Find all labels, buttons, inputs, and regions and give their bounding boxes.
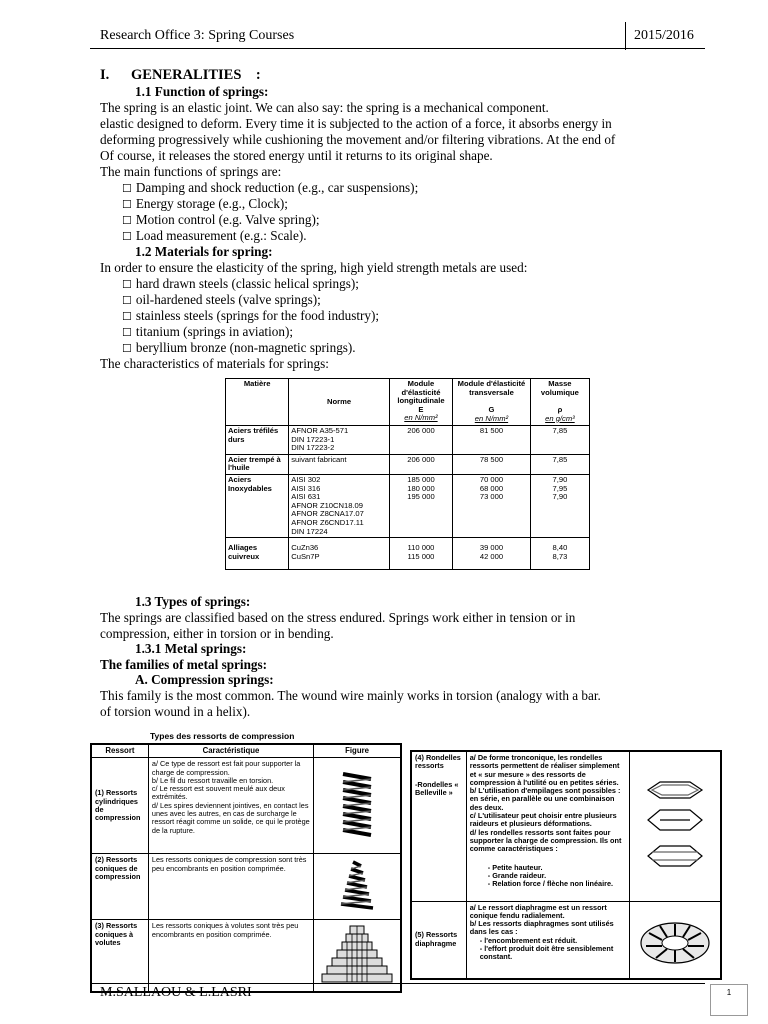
materials-row — [226, 426, 590, 455]
header-g-symbol: G — [488, 405, 495, 415]
characteristic-item: d/ Les spires deviennent jointives, en contact les unes avec les autres, en cas de surcharge le ressort réagit comme un solide, ce qui le protège de la rupture. — [151, 800, 310, 835]
page-number: 1 — [710, 984, 748, 1016]
spring-types-table-left — [90, 743, 402, 993]
spring-header-row — [91, 744, 401, 758]
paragraph-line: of torsion wound in a helix). — [100, 704, 251, 719]
header-separator — [625, 22, 626, 50]
spring-row — [411, 751, 721, 901]
paragraph-line: deforming progressively while cushioning the movement and/or filtering vibrations. At the end of — [100, 132, 616, 147]
header-norme: Norme — [289, 379, 390, 426]
paragraph-line: Of course, it releases the stored energy until it returns to its original shape. — [100, 148, 493, 163]
header-e-symbol: E — [418, 404, 424, 414]
cell-norme: suivant fabricant — [289, 454, 390, 474]
paragraph-line: This family is the most common. The wound wire mainly works in torsion (analogy with a bar. — [100, 688, 601, 703]
characteristic-sub: - Grande raideur. — [487, 870, 547, 880]
spring-name-line: (4) Rondelles ressorts — [415, 753, 461, 771]
header-caracteristique: Caractéristique — [148, 744, 313, 758]
material-item: ☐ oil-hardened steels (valve springs); — [122, 292, 321, 309]
header-title: Research Office 3: Spring Courses — [100, 28, 295, 43]
header-rho-title: Masse volumique — [540, 379, 579, 397]
material-item: ☐ titanium (springs in aviation); — [122, 324, 293, 341]
characteristic-sub: - l'effort produit doit être sensiblement constant. — [479, 943, 614, 962]
paragraph-line: The springs are classified based on the stress endured. Springs work either in tension or in — [100, 610, 576, 625]
header-figure: Figure — [314, 744, 401, 758]
spring-name: (1) Ressorts cylindriques de compression — [91, 758, 148, 854]
header-rho-unit: en g/cm³ — [545, 413, 575, 423]
spring-characteristics — [148, 854, 313, 920]
section-a-title: A. Compression springs: — [135, 672, 274, 687]
cell-rho: 7,90 7,95 7,90 — [530, 474, 589, 537]
characteristic-sub: - l'encombrement est réduit. — [479, 935, 578, 945]
spring-name: (5) Ressorts diaphragme — [411, 901, 466, 979]
header-ressort: Ressort — [91, 744, 148, 758]
cell-e: 206 000 — [389, 454, 452, 474]
section-1-3-title: 1.3 Types of springs: — [135, 594, 251, 609]
material-item: ☐ hard drawn steels (classic helical springs); — [122, 276, 359, 293]
material-item: ☐ beryllium bronze (non-magnetic springs). — [122, 340, 356, 357]
paragraph-line: compression, either in torsion or in bending. — [100, 626, 334, 641]
cell-g: 81 500 — [453, 426, 531, 455]
cell-e: 206 000 — [389, 426, 452, 455]
section-1-2-title: 1.2 Materials for spring: — [135, 244, 273, 259]
diaphragm-spring-icon — [638, 911, 712, 967]
figure-cell — [314, 758, 401, 854]
cell-e: 110 000 115 000 — [389, 538, 452, 570]
spring-row — [91, 758, 401, 854]
header-rule — [90, 48, 705, 49]
header-matiere: Matière — [226, 379, 289, 426]
spring-name: (2) Ressorts coniques de compression — [91, 854, 148, 920]
characteristic-sub: - Relation force / flèche non linéaire. — [487, 879, 614, 889]
characteristic-item: c/ L'utilisateur peut choisir entre plusieurs raideurs et plusieurs déformations. — [469, 811, 617, 829]
characteristic-item: a/ De forme tronconique, les rondelles ressorts permettent de réaliser simplement et « sur mesure » des ressorts de compression à l'utilité ou en petites séries. — [469, 753, 620, 787]
characteristic-item: Les ressorts coniques à volutes sont très peu encombrants en position comprimée. — [151, 921, 299, 939]
cell-matiere: Aciers Inoxydables — [226, 474, 289, 537]
header-rho-symbol: ρ — [557, 405, 563, 415]
header-g-unit: en N/mm² — [474, 413, 509, 423]
spring-row — [91, 920, 401, 992]
cell-matiere: Alliages cuivreux — [226, 538, 289, 570]
spring-characteristics — [148, 758, 313, 854]
characteristic-item: b/ Le fil du ressort travaille en torsion. — [151, 775, 274, 785]
spring-types-table-right — [410, 750, 722, 980]
characteristic-item: b/ Les ressorts diaphragmes sont utilisés dans les cas : — [469, 919, 614, 937]
spring-name — [411, 751, 466, 901]
materials-header-row — [226, 379, 590, 426]
volute-spring-icon — [320, 922, 394, 986]
material-item: ☐ stainless steels (springs for the food industry); — [122, 308, 379, 325]
section-1-title: I. GENERALITIES : — [100, 67, 261, 83]
characteristics-intro: The characteristics of materials for springs: — [100, 356, 329, 371]
spring-characteristics — [466, 901, 630, 979]
function-item: ☐ Damping and shock reduction (e.g., car suspensions); — [122, 180, 418, 197]
function-item: ☐ Energy storage (e.g., Clock); — [122, 196, 288, 213]
characteristic-sub: - Petite hauteur. — [487, 862, 543, 872]
materials-table — [225, 378, 590, 570]
function-item: ☐ Load measurement (e.g.: Scale). — [122, 228, 307, 245]
cell-rho: 7,85 — [530, 454, 589, 474]
cell-rho: 8,40 8,73 — [530, 538, 589, 570]
header-year: 2015/2016 — [634, 28, 694, 43]
spring-row — [91, 854, 401, 920]
cell-g: 39 000 42 000 — [453, 538, 531, 570]
paragraph-line: The spring is an elastic joint. We can also say: the spring is a mechanical component. — [100, 100, 549, 115]
header-g-title: Module d'élasticité transversale — [457, 379, 526, 397]
belleville-washer-icon — [644, 780, 706, 870]
cell-norme: AFNOR A35-571 DIN 17223-1 DIN 17223-2 — [289, 426, 390, 455]
cell-matiere: Aciers tréfilés durs — [226, 426, 289, 455]
materials-row — [226, 454, 590, 474]
characteristic-item: Les ressorts coniques de compression sont très peu encombrants en position comprimée. — [151, 855, 307, 873]
figure-cell — [314, 854, 401, 920]
cell-g: 70 000 68 000 73 000 — [453, 474, 531, 537]
families-title: The families of metal springs: — [100, 657, 268, 672]
cell-norme: CuZn36 CuSn7P — [289, 538, 390, 570]
spring-characteristics — [148, 920, 313, 992]
spring-name: (3) Ressorts coniques à volutes — [91, 920, 148, 992]
characteristic-item: a/ Ce type de ressort est fait pour supporter la charge de compression. — [151, 759, 301, 777]
characteristic-item: a/ Le ressort diaphragme est un ressort conique fendu radialement. — [469, 902, 607, 920]
paragraph-line: elastic designed to deform. Every time it is subjected to the action of a force, it absorbs energy in — [100, 116, 612, 131]
function-item: ☐ Motion control (e.g. Valve spring); — [122, 212, 320, 229]
characteristic-item: c/ Le ressort est souvent meulé aux deux extrémités. — [151, 784, 285, 802]
materials-intro: In order to ensure the elasticity of the spring, high yield strength metals are used: — [100, 260, 528, 275]
spring-name-line: -Rondelles « Belleville » — [415, 779, 459, 797]
footer-authors: M.SALLAOU & L.LASRI — [100, 985, 252, 1000]
header-e-unit: en N/mm² — [404, 413, 438, 423]
header-e — [389, 379, 452, 426]
spring-types-title: Types des ressorts de compression — [150, 731, 295, 741]
cylindrical-spring-icon — [337, 770, 377, 840]
characteristic-item: d/ les rondelles ressorts sont faites pour supporter la charge de compression. Ils ont comme caractéristiques : — [469, 827, 622, 854]
figure-cell — [314, 920, 401, 992]
conical-spring-icon — [337, 858, 377, 914]
figure-cell — [630, 901, 721, 979]
cell-rho: 7,85 — [530, 426, 589, 455]
footer-rule — [90, 983, 705, 984]
header-rho — [530, 379, 589, 426]
spring-characteristics — [466, 751, 630, 901]
section-1-1-title: 1.1 Function of springs: — [135, 84, 269, 99]
spring-row — [411, 901, 721, 979]
cell-matiere: Acier trempé à l'huile — [226, 454, 289, 474]
materials-row — [226, 538, 590, 570]
functions-intro: The main functions of springs are: — [100, 164, 282, 179]
cell-g: 78 500 — [453, 454, 531, 474]
cell-norme: AISI 302 AISI 316 AISI 631 AFNOR Z10CN18.09 AFNOR Z8CNA17.07 AFNOR Z6CND17.11 DIN 17224 — [289, 474, 390, 537]
header-e-title: Module d'élasticité longitudinale — [397, 379, 445, 406]
section-1-3-1-title: 1.3.1 Metal springs: — [135, 641, 247, 656]
materials-row — [226, 474, 590, 537]
header-g — [453, 379, 531, 426]
cell-e: 185 000 180 000 195 000 — [389, 474, 452, 537]
figure-cell — [630, 751, 721, 901]
characteristic-item: b/ L'utilisation d'empilages sont possibles : en série, en parallèle ou une combinaison des deux. — [469, 786, 621, 812]
